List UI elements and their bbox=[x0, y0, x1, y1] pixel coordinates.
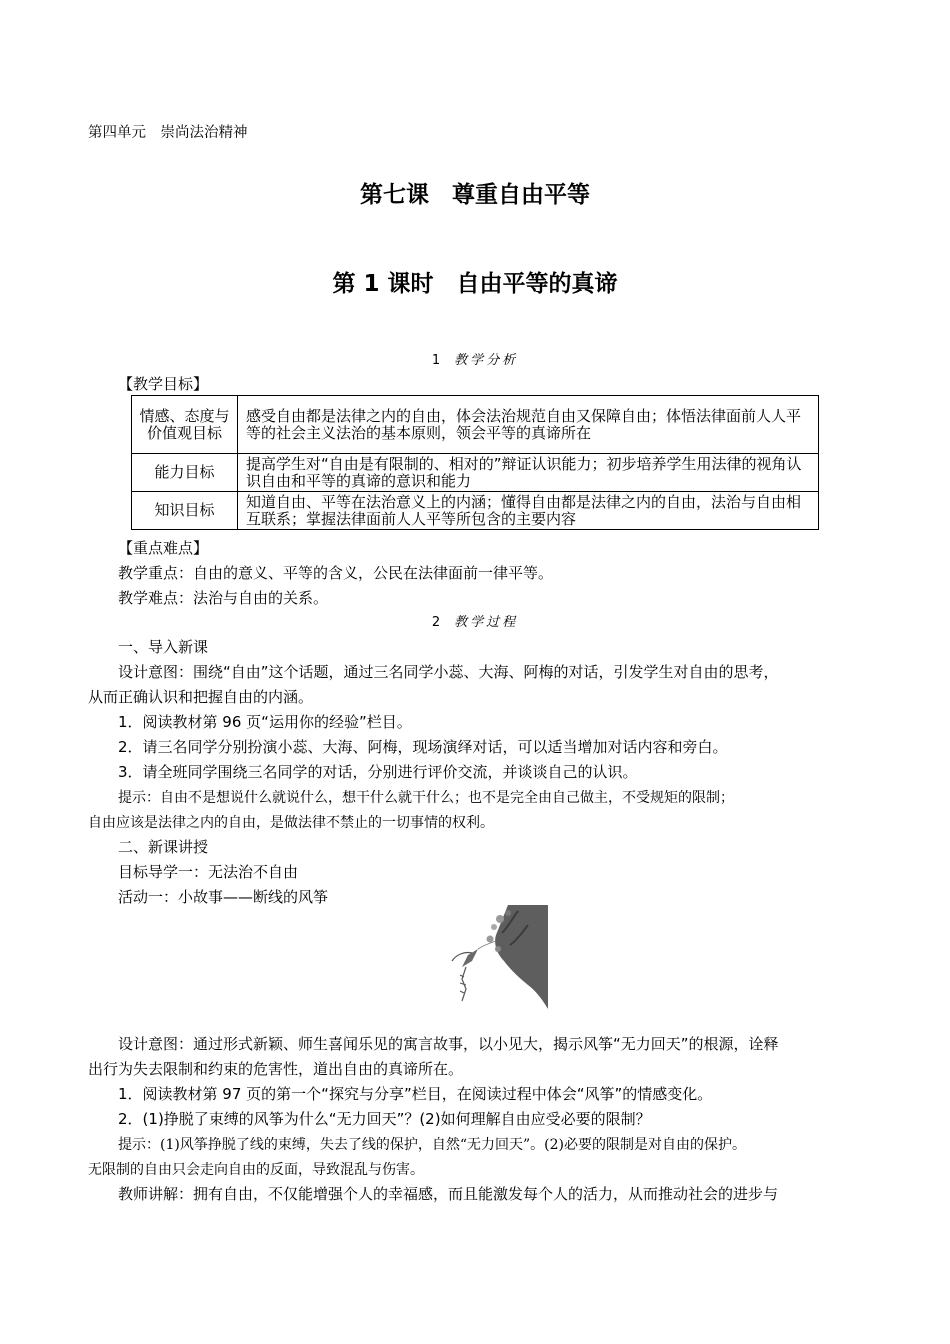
part1-hint-line1: 提示：自由不是想说什么就说什么，想干什么就干什么；也不是完全由自己做主，不受规矩的限制； bbox=[118, 790, 734, 806]
section-heading-process bbox=[0, 611, 950, 630]
activity-title: 活动一：小故事——断线的风筝 bbox=[118, 888, 329, 906]
part1-heading: 一、导入新课 bbox=[118, 638, 209, 656]
keypoints-heading: 【重点难点】 bbox=[118, 539, 209, 557]
part1-step1: 1．阅读教材第 96 页“运用你的经验”栏目。 bbox=[118, 713, 412, 731]
part1-step2: 2．请三名同学分别扮演小蕊、大海、阿梅，现场演绎对话，可以适当增加对话内容和旁白。 bbox=[118, 738, 728, 756]
table-row bbox=[132, 454, 819, 492]
lesson-title: 第七课 尊重自由平等 bbox=[360, 182, 590, 208]
part1-hint-line2: 自由应该是法律之内的自由，是做法律不禁止的一切事情的权利。 bbox=[88, 815, 494, 831]
goals-table bbox=[131, 395, 819, 530]
teacher-explanation: 教师讲解：拥有自由，不仅能增强个人的幸福感，而且能激发每个人的活力，从而推动社会的进步与 bbox=[118, 1185, 779, 1203]
difficulty-text: 教学难点：法治与自由的关系。 bbox=[118, 589, 329, 607]
part2-hint-line1: 提示：(1)风筝挣脱了线的束缚，失去了线的保护，自然“无力回天”。(2)必要的限制是对自由的保护。 bbox=[118, 1137, 746, 1153]
kite-tree-illustration bbox=[438, 905, 548, 1009]
target-guide: 目标导学一：无法治不自由 bbox=[118, 863, 299, 881]
section-label: 教学分析 bbox=[454, 353, 519, 368]
part2-design-line2: 出行为失去限制和约束的危害性，道出自由的真谛所在。 bbox=[88, 1060, 464, 1078]
part2-heading: 二、新课讲授 bbox=[118, 838, 209, 856]
part1-step3: 3．请全班同学围绕三名同学的对话，分别进行评价交流，并谈谈自己的认识。 bbox=[118, 763, 638, 781]
goal-label: 情感、态度与价值观目标 bbox=[132, 396, 238, 454]
part2-step1: 1．阅读教材第 97 页的第一个“探究与分享”栏目，在阅读过程中体会“风筝”的情感变化。 bbox=[118, 1085, 713, 1103]
section-heading-analysis bbox=[0, 349, 950, 368]
goal-text: 感受自由都是法律之内的自由，体会法治规范自由又保障自由；体悟法律面前人人平等的社会主义法治的基本原则，领会平等的真谛所在 bbox=[238, 396, 819, 454]
part1-design-line1: 设计意图：围绕“自由”这个话题，通过三名同学小蕊、大海、阿梅的对话，引发学生对自由的思考， bbox=[118, 663, 779, 681]
table-row bbox=[132, 396, 819, 454]
part2-design-line1: 设计意图：通过形式新颖、师生喜闻乐见的寓言故事，以小见大，揭示风筝“无力回天”的根源，诠释 bbox=[118, 1035, 779, 1053]
section-label: 教学过程 bbox=[454, 615, 519, 630]
goal-text: 知道自由、平等在法治意义上的内涵；懂得自由都是法律之内的自由，法治与自由相互联系；掌握法律面前人人平等所包含的主要内容 bbox=[238, 492, 819, 530]
unit-header: 第四单元 崇尚法治精神 bbox=[88, 125, 248, 141]
goal-label: 知识目标 bbox=[132, 492, 238, 530]
part1-design-line2: 从而正确认识和把握自由的内涵。 bbox=[88, 688, 314, 706]
part2-step2: 2．(1)挣脱了束缚的风筝为什么“无力回天”？(2)如何理解自由应受必要的限制？ bbox=[118, 1110, 651, 1128]
period-title: 第 1 课时 自由平等的真谛 bbox=[332, 271, 618, 297]
section-number: 1 bbox=[431, 353, 441, 368]
goal-label: 能力目标 bbox=[132, 454, 238, 492]
part2-hint-line2: 无限制的自由只会走向自由的反面，导致混乱与伤害。 bbox=[88, 1162, 424, 1178]
table-row bbox=[132, 492, 819, 530]
goals-heading: 【教学目标】 bbox=[118, 375, 209, 393]
section-number: 2 bbox=[431, 615, 441, 630]
goal-text: 提高学生对“自由是有限制的、相对的”辩证认识能力；初步培养学生用法律的视角认识自由和平等的真谛的意识和能力 bbox=[238, 454, 819, 492]
focus-text: 教学重点：自由的意义、平等的含义，公民在法律面前一律平等。 bbox=[118, 564, 554, 582]
